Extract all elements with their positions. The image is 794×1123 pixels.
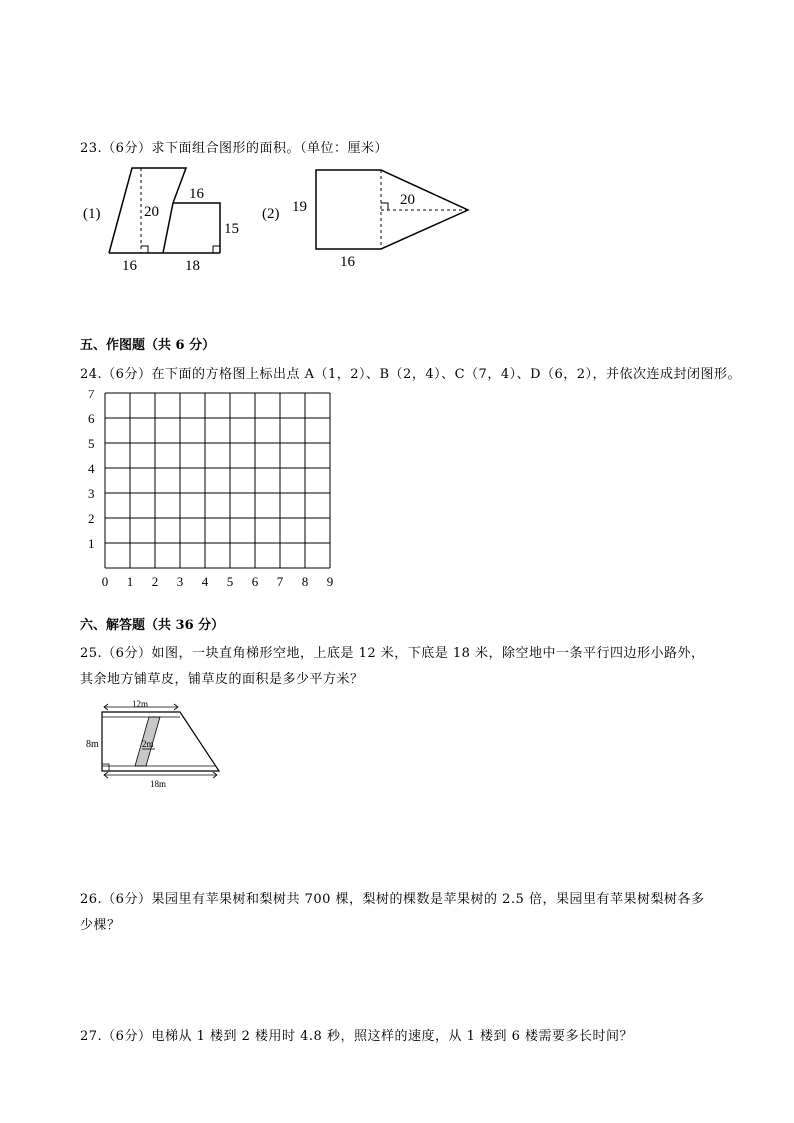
grid-x-tick-label: 9 (326, 574, 334, 589)
figure-1-label: (1) (83, 206, 101, 222)
figure-1-top-label: 16 (189, 186, 204, 202)
section-5-title: 五、作图题（共 6 分） (80, 338, 216, 353)
grid-y-tick-label: 3 (88, 486, 95, 501)
figure-1-base-left-label: 16 (122, 258, 137, 274)
question-25-line-1: 25.（6分）如图，一块直角梯形空地，上底是 12 米，下底是 18 米，除空地中一条平行四边形小路外， (80, 646, 705, 661)
grid-y-tick-label: 7 (88, 390, 95, 401)
figure-2-label: (2) (262, 206, 280, 222)
height-label: 8m (86, 739, 99, 750)
right-angle-mark (213, 246, 220, 253)
grid-x-tick-label: 5 (226, 574, 234, 589)
grid-y-tick-label: 4 (88, 461, 95, 476)
coordinate-grid (80, 390, 350, 605)
grid-x-tick-label: 3 (176, 574, 184, 589)
top-base-label: 12m (132, 699, 149, 709)
question-23-text: 23.（6分）求下面组合图形的面积。（单位：厘米） (80, 141, 388, 156)
figure-2-side-label: 19 (292, 199, 307, 215)
figure-1-base-right-label: 18 (185, 258, 200, 274)
question-26-line-1: 26.（6分）果园里有苹果树和梨树共 700 棵，梨树的棵数是苹果树的 2.5 倍，果园里有苹果树梨树各多 (80, 892, 705, 907)
figure-1-side-label: 15 (224, 221, 239, 237)
grid-x-tick-label: 8 (301, 574, 309, 589)
trapezoid-outline (102, 712, 219, 771)
trapezoid-shape (163, 203, 220, 253)
q25-trapezoid-figure (80, 695, 240, 795)
grid-y-tick-label: 1 (88, 536, 95, 551)
grid-y-tick-label: 5 (88, 436, 95, 451)
question-25-line-2: 其余地方铺草皮，铺草皮的面积是多少平方米？ (80, 672, 364, 687)
pentagon-shape (316, 170, 468, 249)
grid-x-tick-label: 2 (151, 574, 159, 589)
right-angle-mark (141, 246, 148, 253)
grid-x-tick-label: 0 (101, 574, 109, 589)
grid-x-tick-label: 4 (201, 574, 209, 589)
section-6-title: 六、解答题（共 36 分） (80, 618, 225, 633)
path-width-label: 2m (142, 739, 154, 749)
question-24-text: 24.（6分）在下面的方格图上标出点 A（1，2）、B（2，4）、C（7，4）、D（6，2），并依次连成封闭图形。 (80, 367, 742, 382)
question-26-line-2: 少棵？ (80, 918, 121, 933)
figure-2-height-label: 20 (400, 192, 415, 208)
question-27-text: 27.（6分）电梯从 1 楼到 2 楼用时 4.8 秒，照这样的速度，从 1 楼到 6 楼需要多长时间？ (80, 1029, 634, 1044)
grid-x-tick-label: 6 (251, 574, 259, 589)
grid-x-tick-label: 7 (276, 574, 284, 589)
figure-1-height-label: 20 (144, 204, 159, 220)
q23-figures (75, 160, 495, 275)
right-angle-mark (102, 764, 109, 771)
grid-y-tick-label: 2 (88, 511, 95, 526)
bottom-base-label: 18m (150, 779, 167, 789)
grid-x-tick-label: 1 (126, 574, 134, 589)
grid-y-tick-label: 6 (88, 411, 95, 426)
right-angle-mark (381, 203, 388, 210)
figure-2-base-label: 16 (340, 254, 355, 270)
